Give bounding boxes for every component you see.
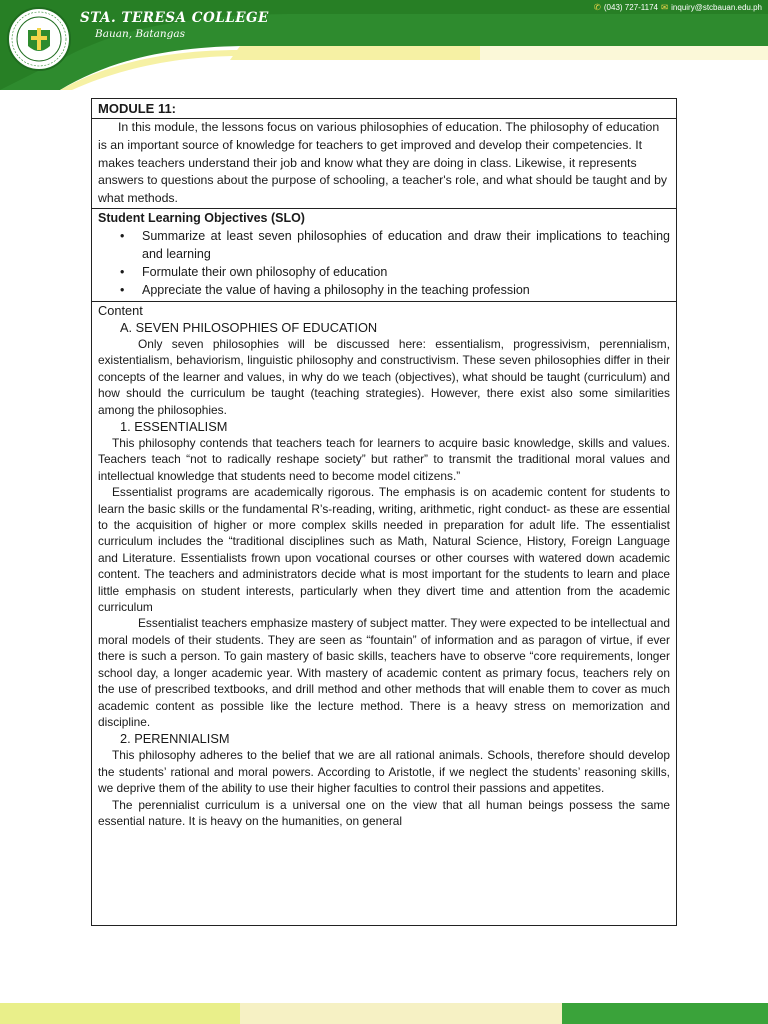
phone-number: (043) 727-1174 <box>603 3 659 12</box>
slo-section <box>92 209 676 302</box>
content-section <box>92 302 676 829</box>
essentialism-paragraph: This philosophy contends that teachers teach for learners to acquire basic knowledge, skills and values. Teachers teach “not to radically reshape society” but rather” to transmit the traditional moral values and intellectual knowledge that students need to become model citizens.” <box>98 436 670 483</box>
slo-item: • Summarize at least seven philosophies of education and draw their implications to teaching and learning <box>120 227 670 263</box>
section-heading: A. SEVEN PHILOSOPHIES OF EDUCATION <box>120 319 378 335</box>
page-footer <box>0 1003 768 1024</box>
perennialism-heading: 2. PERENNIALISM <box>120 731 230 747</box>
intro-paragraph: In this module, the lessons focus on various philosophies of education. The philosophy of education is an important source of knowledge for teachers to get improved and develop their competencies. It makes teachers understand their job and know what they are doing in class. Likewise, it represents answers to questions about the purpose of schooling, a teacher's role, and what should be taught and by what methods. <box>98 120 668 206</box>
module-intro <box>92 119 676 209</box>
module-table <box>91 98 677 926</box>
footer-band <box>0 1003 240 1024</box>
college-name: STA. TERESA COLLEGE <box>80 10 269 26</box>
slo-heading: Student Learning Objectives (SLO) <box>98 210 305 225</box>
footer-band <box>562 1003 768 1024</box>
envelope-icon: ✉ <box>661 2 669 12</box>
slo-list <box>98 227 670 299</box>
perennialism-paragraph: The perennialist curriculum is a universal one on the view that all human beings possess the same essential nature. It is heavy on the humanities, on general <box>98 797 670 828</box>
perennialism-paragraph: This philosophy adheres to the belief that we are all rational animals. Schools, therefore should develop the students’ rational and moral powers. According to Aristotle, if we neglect the students’ reasoning skills, we deprive them of the ability to use their higher faculties to control their passions and appetites. <box>98 748 670 796</box>
college-seal-icon <box>6 6 72 72</box>
page-header <box>0 0 768 90</box>
essentialism-paragraph: Essentialist programs are academically rigorous. The emphasis is on academic content for students to learn the basic skills or the fundamental R’s-reading, writing, arithmetic, right conduct- as these are essential to the acquisition of higher or more complex skills needed in preparation for adult life. The essentialist curriculum includes the “traditional disciplines such as Math, Natural Science, History, Foreign Language and Literature. Essentialists frown upon vocational courses or other courses with watered down academic content. The teachers and administrators decide what is most important for the students to learn and place little emphasis on student interests, particularly when they divert time and attention from the academic curriculum <box>98 485 670 615</box>
slo-item: • Formulate their own philosophy of education <box>120 263 670 281</box>
phone-icon: ✆ <box>593 2 601 12</box>
essentialism-paragraph: Essentialist teachers emphasize mastery of subject matter. They were expected to be intellectual and moral models of their students. They are seen as “fountain” of information and as paragon of virtue, if ever there is such a person. To gain mastery of basic skills, teachers have to observe “core requirements, longer school day, a longer academic year. With mastery of academic content as primary focus, teachers rely on the use of prescribed textbooks, and drill method and other methods that will enable them to cover as much academic content as possible like the lecture method. There is a heavy stress on memorization and discipline. <box>98 616 670 729</box>
contact-info <box>594 2 762 13</box>
footer-band <box>240 1003 562 1024</box>
module-title: MODULE 11: <box>92 99 676 119</box>
content-label: Content <box>98 302 143 318</box>
email-address[interactable]: inquiry@stcbauan.edu.ph <box>671 3 762 12</box>
slo-item: • Appreciate the value of having a philosophy in the teaching profession <box>120 281 670 299</box>
section-paragraph: Only seven philosophies will be discussed here: essentialism, progressivism, perennialism, existentialism, behaviorism, linguistic philosophy and constructivism. These seven philosophies differ in their concepts of the learner and values, in why do we teach (objectives), what should be taught (curriculum) and how should the curriculum be taught (teaching strategies). However, there exist also some similarities among the philosophies. <box>98 336 670 417</box>
essentialism-heading: 1. ESSENTIALISM <box>120 419 228 435</box>
college-location: Bauan, Batangas <box>95 28 186 40</box>
